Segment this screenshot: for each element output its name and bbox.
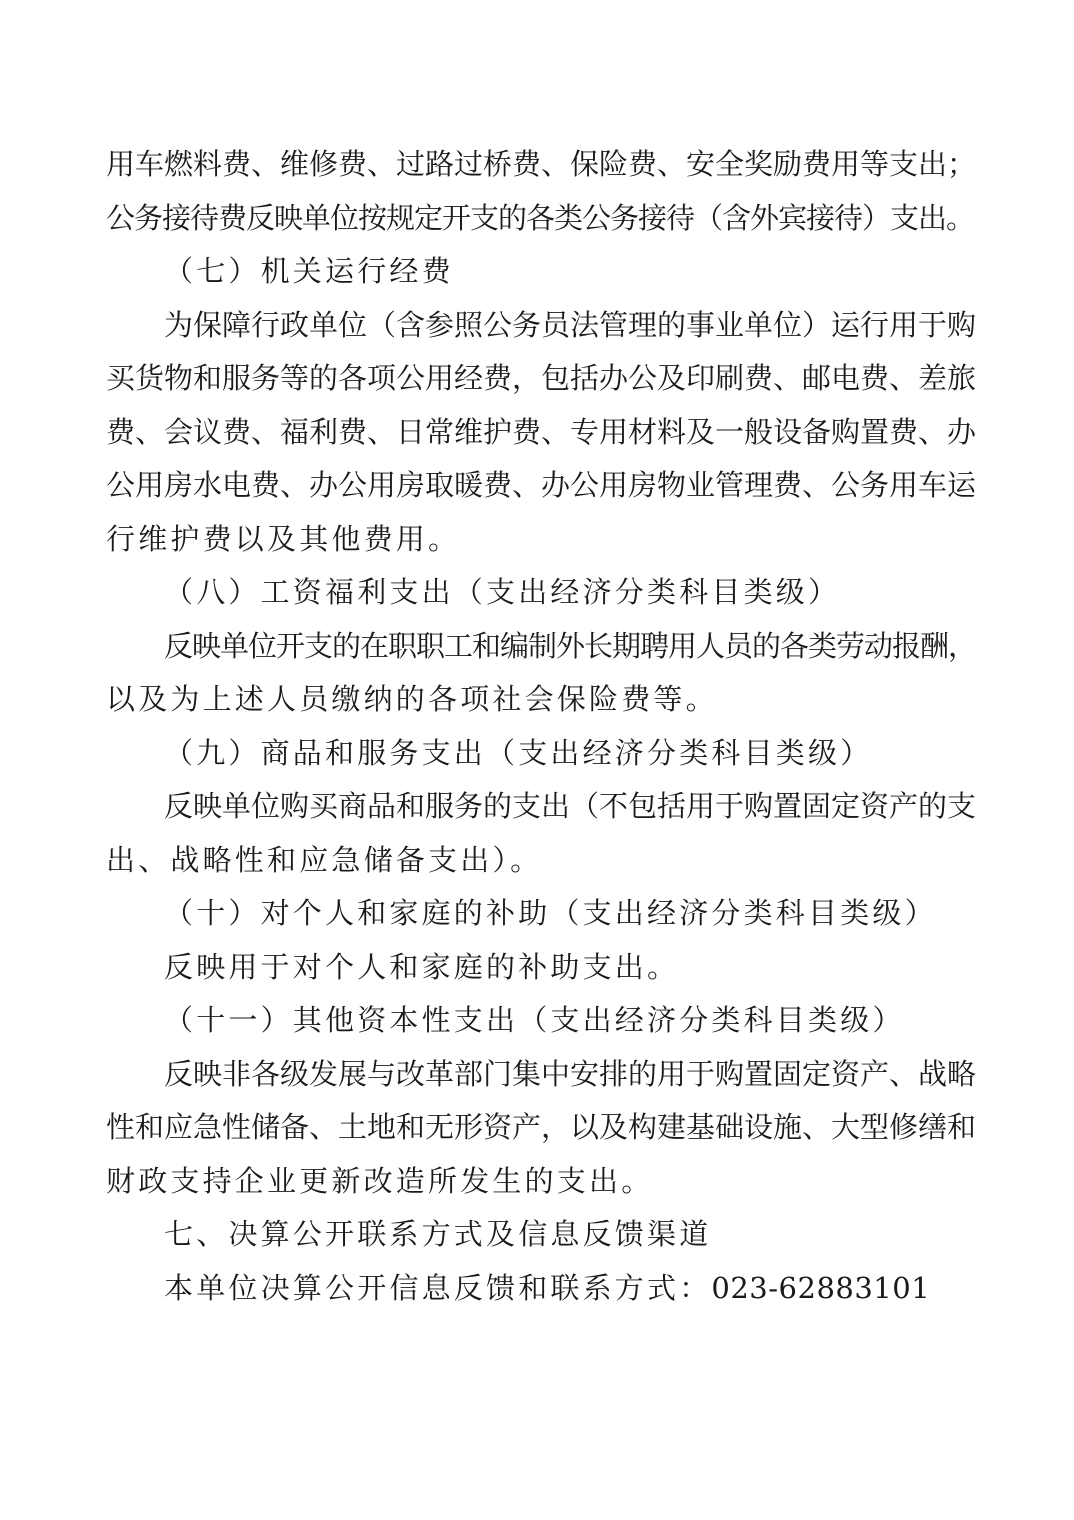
document-page xyxy=(106,138,976,1315)
paragraph-line: 性和应急性储备、土地和无形资产，以及构建基础设施、大型修缮和 xyxy=(106,1110,977,1144)
paragraph-line: 公用房水电费、办公用房取暖费、办公用房物业管理费、公务用车运 xyxy=(106,468,977,502)
section-heading: （九）商品和服务支出（支出经济分类科目类级） xyxy=(164,735,873,770)
paragraph-line: 出、战略性和应急储备支出）。 xyxy=(106,842,543,877)
paragraph-line: 为保障行政单位（含参照公务员法管理的事业单位）运行用于购 xyxy=(164,307,977,342)
contact-phone: 023-62883101 xyxy=(711,1270,931,1305)
paragraph-line: 反映用于对个人和家庭的补助支出。 xyxy=(164,949,680,984)
section-heading: （十）对个人和家庭的补助（支出经济分类科目类级） xyxy=(164,896,937,930)
section-heading: 七、决算公开联系方式及信息反馈渠道 xyxy=(164,1217,712,1251)
paragraph-line: 行维护费以及其他费用。 xyxy=(106,521,461,556)
section-heading: （八）工资福利支出（支出经济分类科目类级） xyxy=(164,575,841,609)
paragraph-line: 公务接待费反映单位按规定开支的各类公务接待（含外宾接待）支出。 xyxy=(106,200,975,235)
section-heading: （七）机关运行经费 xyxy=(164,254,454,288)
paragraph-line: 反映非各级发展与改革部门集中安排的用于购置固定资产、战略 xyxy=(164,1056,977,1091)
section-heading: （十一）其他资本性支出（支出经济分类科目类级） xyxy=(164,1003,905,1037)
paragraph-line: 用车燃料费、维修费、过路过桥费、保险费、安全奖励费用等支出； xyxy=(106,147,977,181)
paragraph-line: 反映单位开支的在职职工和编制外长期聘用人员的各类劳动报酬， xyxy=(164,628,977,663)
contact-label: 本单位决算公开信息反馈和联系方式： xyxy=(164,1270,712,1305)
paragraph-line: 买货物和服务等的各项公用经费，包括办公及印刷费、邮电费、差旅 xyxy=(106,361,977,395)
paragraph-line: 以及为上述人员缴纳的各项社会保险费等。 xyxy=(106,682,718,716)
paragraph-line: 财政支持企业更新改造所发生的支出。 xyxy=(106,1163,654,1198)
paragraph-line: 费、会议费、福利费、日常维护费、专用材料及一般设备购置费、办 xyxy=(106,414,977,449)
paragraph-line: 反映单位购买商品和服务的支出（不包括用于购置固定资产的支 xyxy=(164,789,977,823)
contact-line xyxy=(106,1262,976,1316)
